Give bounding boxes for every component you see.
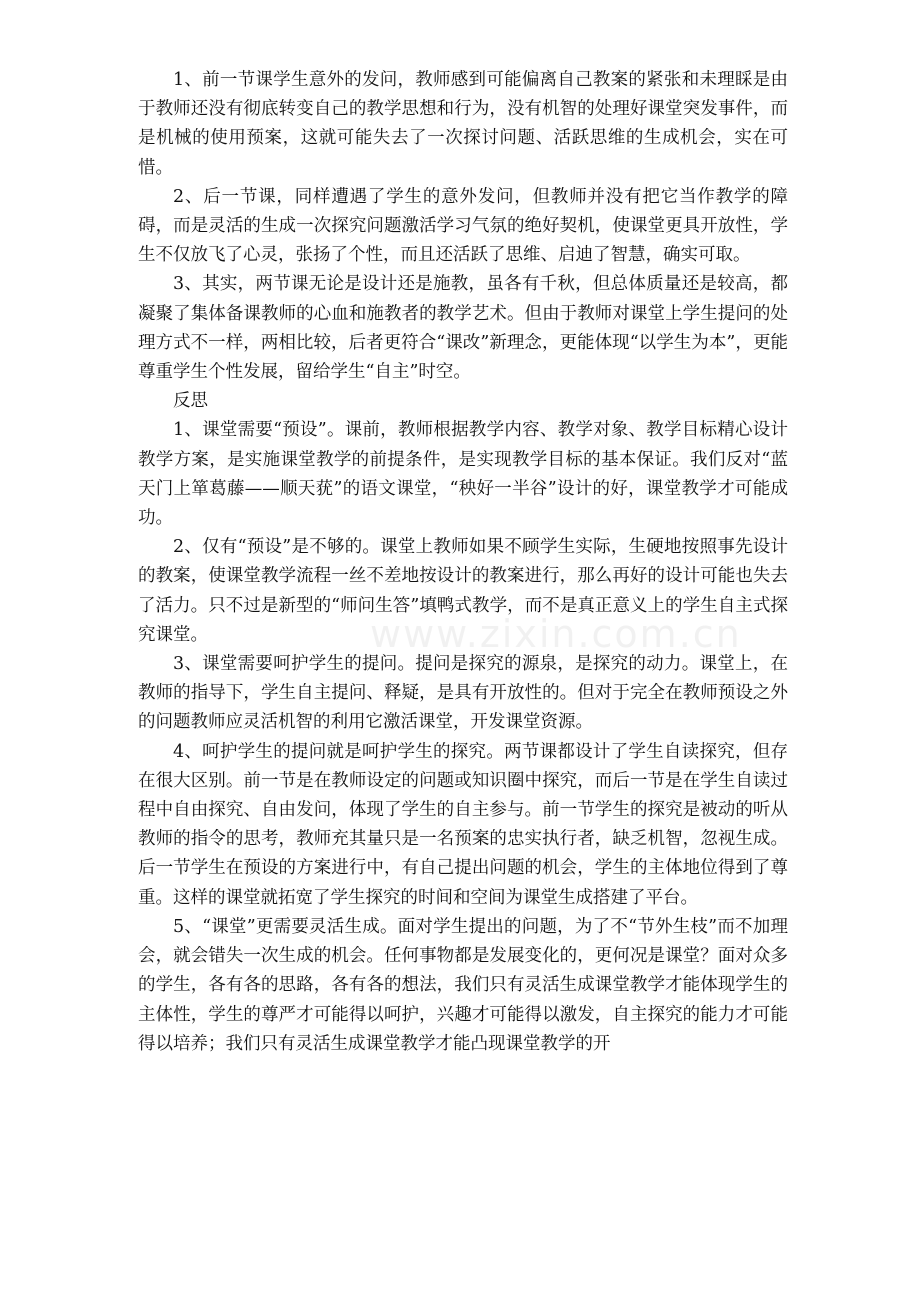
paragraph-2: 2、后一节课，同样遭遇了学生的意外发问，但教师并没有把它当作教学的障碍，而是灵活的生成一次探究问题激活学习气氛的绝好契机，使课堂更具开放性，学生不仅放飞了心灵，张扬了个性，而且还活跃了思维、启迪了智慧，确实可取。 (138, 186, 788, 266)
watermark: www.zixin.com.cn (370, 612, 742, 656)
reflection-paragraph-1: 1、课堂需要“预设”。课前，教师根据教学内容、教学对象、教学目标精心设计教学方案，是实施课堂教学的前提条件，是实现教学目标的基本保证。我们反对“蓝天门上箪葛藤——顺天莸”的语文课堂，“秧好一半谷”设计的好，课堂教学才可能成功。 (138, 420, 788, 529)
paragraph-1: 1、前一节课学生意外的发问，教师感到可能偏离自己教案的紧张和未理睬是由于教师还没有彻底转变自己的教学思想和行为，没有机智的处理好课堂突发事件，而是机械的使用预案，这就可能失去了一次探讨问题、活跃思维的生成机会，实在可惜。 (138, 70, 788, 178)
paragraph-3: 3、其实，两节课无论是设计还是施教，虽各有千秋，但总体质量还是较高，都凝聚了集体备课教师的心血和施教者的教学艺术。但由于教师对课堂上学生提问的处理方式不一样，两相比较，后者更符合“课改”新理念，更能体现“以学生为本”，更能尊重学生个性发展，留给学生“自主”时空。 (138, 274, 788, 383)
reflection-paragraph-2: 2、仅有“预设”是不够的。课堂上教师如果不顾学生实际，生硬地按照事先设计的教案，使课堂教学流程一丝不差地按设计的教案进行，那么再好的设计可能也失去了活力。只不过是新型的“师问生答”填鸭式教学，而不是真正意义上的学生自主式探究课堂。 (138, 537, 788, 645)
document-body (138, 66, 788, 1059)
reflection-paragraph-5: 5、“课堂”更需要灵活生成。面对学生提出的问题，为了不“节外生枝”而不加理会，就会错失一次生成的机会。任何事物都是发展变化的，更何况是课堂？面对众多的学生，各有各的思路，各有各的想法，我们只有灵活生成课堂教学才能体现学生的主体性，学生的尊严才可能得以呵护，兴趣才可能得以激发，自主探究的能力才可能得以培养；我们只有灵活生成课堂教学才能凸现课堂教学的开 (138, 916, 788, 1054)
reflection-paragraph-3: 3、课堂需要呵护学生的提问。提问是探究的源泉，是探究的动力。课堂上，在教师的指导下，学生自主提问、释疑，是具有开放性的。但对于完全在教师预设之外的问题教师应灵活机智的利用它激活课堂，开发课堂资源。 (138, 654, 788, 733)
section-heading-reflection: 反思 (173, 391, 208, 412)
reflection-paragraph-4: 4、呵护学生的提问就是呵护学生的探究。两节课都设计了学生自读探究，但存在很大区别。前一节是在教师设定的问题或知识圈中探究，而后一节是在学生自读过程中自由探究、自由发问，体现了学生的自主参与。前一节学生的探究是被动的听从教师的指令的思考，教师充其量只是一名预案的忠实执行者，缺乏机智，忽视生成。后一节学生在预设的方案进行中，有自己提出问题的机会，学生的主体地位得到了尊重。这样的课堂就拓宽了学生探究的时间和空间为课堂生成搭建了平台。 (138, 741, 788, 908)
